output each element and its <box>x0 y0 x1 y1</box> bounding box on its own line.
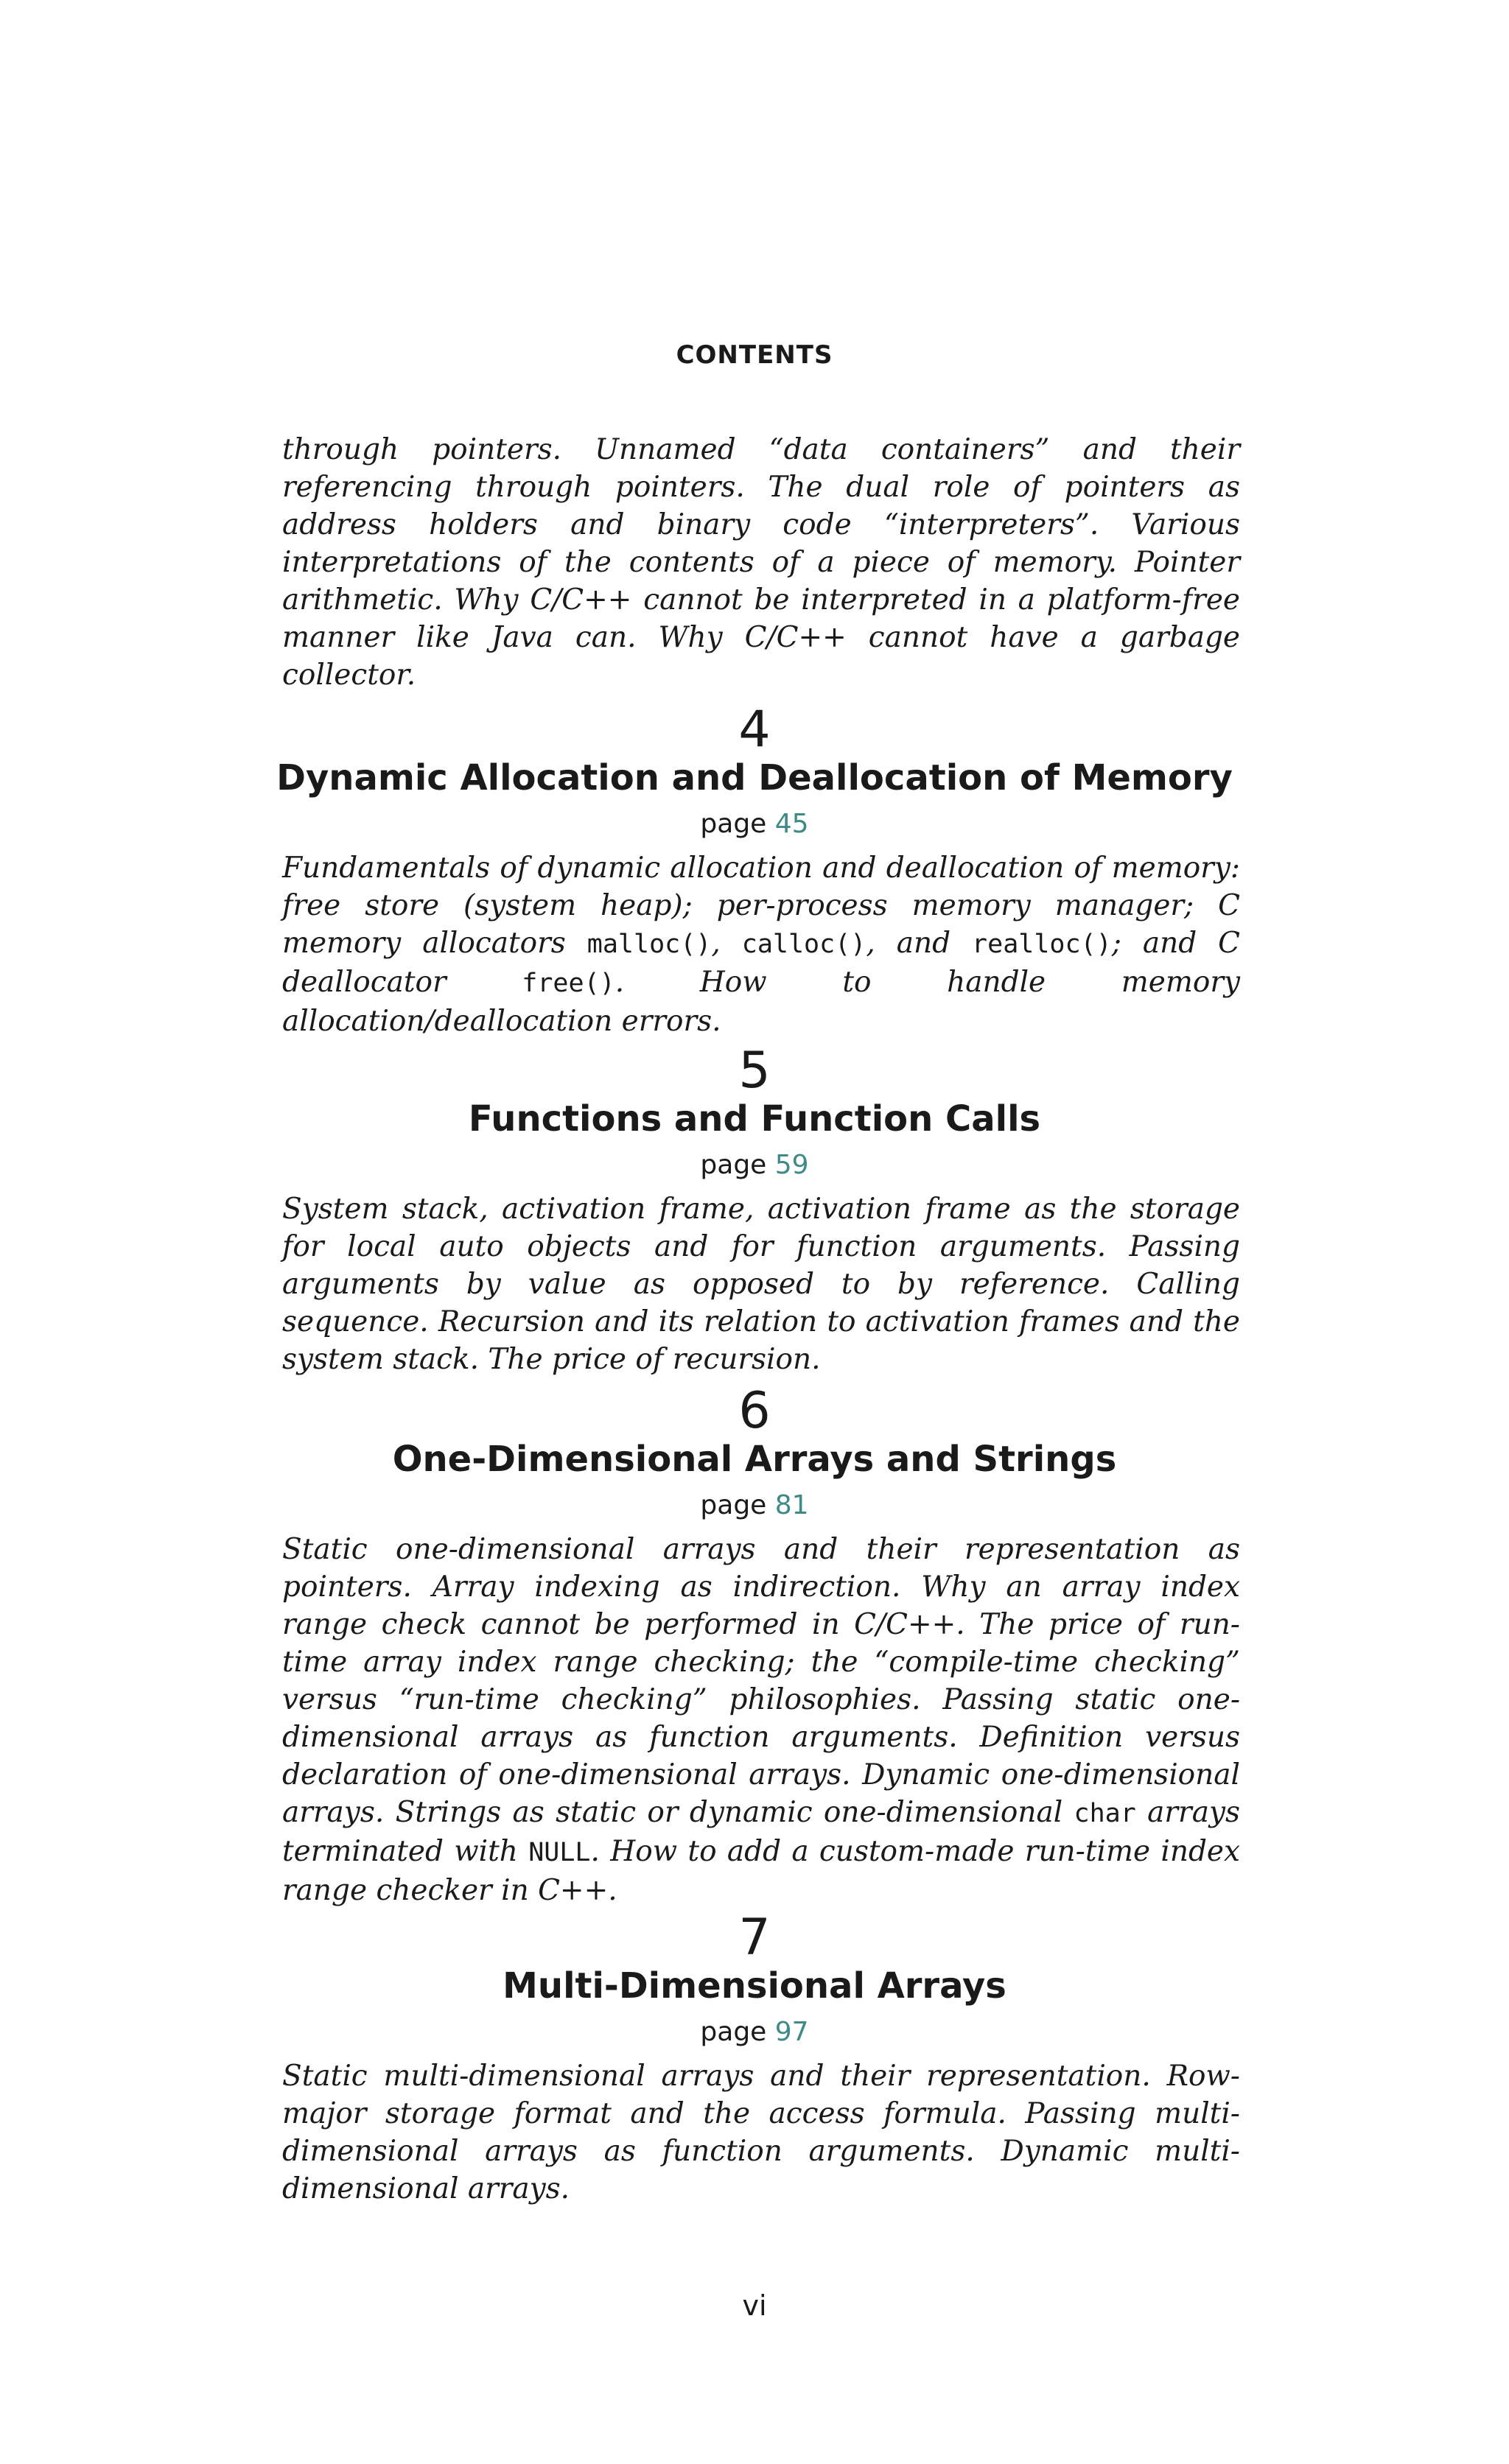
running-head: CONTENTS <box>676 340 833 370</box>
chapter-4-description <box>282 849 1240 1040</box>
chapter-6-title[interactable]: One-Dimensional Arrays and Strings <box>392 1439 1117 1480</box>
chapter-6-page-number[interactable]: 81 <box>774 1490 809 1520</box>
chapter-5-description: System stack, activation frame, activation frame as the storage for local auto objects and for function arguments. Passing arguments by value as opposed to by reference. Calling sequence. Recursion and its relation to activation frames and the system stack. The price of recursion. <box>282 1193 1240 1376</box>
desc-text: ; and C deallocator <box>282 927 1241 999</box>
chapter-7-title[interactable]: Multi-Dimensional Arrays <box>503 1965 1006 2007</box>
desc-text: , <box>711 927 742 960</box>
code-char: char <box>1074 1799 1136 1828</box>
chapter-7-description: Static multi-dimensional arrays and their representation. Row-major storage format and the access formula. Passing multi-dimensional arrays as function arguments. Dynamic multi-dimensional arrays. <box>282 2060 1240 2205</box>
chapter-4-number: 4 <box>738 701 771 759</box>
desc-text: . How to handle memory allocation/deallocation errors. <box>282 966 1240 1038</box>
page-label: page <box>700 809 767 839</box>
code-free: free() <box>522 969 615 998</box>
chapter-3-description-continued: through pointers. Unnamed “data containers” and their referencing through pointers. The dual role of pointers as address holders and binary code “interpreters”. Various interpretations of the contents of a piece of memory. Pointer arithmetic. Why C/C++ cannot be interpreted in a platform-free manner like Java can. Why C/C++ cannot have a garbage collector. <box>282 433 1240 692</box>
page-label: page <box>700 1150 767 1180</box>
chapter-5-number: 5 <box>738 1042 771 1100</box>
desc-text: . How to add a custom-made run-time index range checker in C++. <box>282 1835 1240 1907</box>
chapter-4-title[interactable]: Dynamic Allocation and Deallocation of Memory <box>276 757 1233 798</box>
chapter-4-page-ref <box>0 808 1509 840</box>
desc-text: arrays terminated with <box>282 1796 1240 1868</box>
page-label: page <box>700 2017 767 2047</box>
desc-text: , and <box>866 927 973 960</box>
desc-text: Static one-dimensional arrays and their representation as pointers. Array indexing as indirection. Why an array index range check cannot be performed in C/C++. The price of run-time array index range checking; the “compile-time checking” versus “run-time checking” philosophies. Passing static one-dimensional arrays as function arguments. Definition versus declaration of one-dimensional arrays. Dynamic one-dimensional arrays. Strings as static or dynamic one-dimensional <box>282 1533 1240 1829</box>
chapter-5-title[interactable]: Functions and Function Calls <box>468 1098 1041 1140</box>
code-malloc: malloc() <box>587 930 712 959</box>
page-label: page <box>700 1490 767 1520</box>
chapter-5-page-ref <box>0 1149 1509 1182</box>
chapter-6-number: 6 <box>738 1382 771 1440</box>
chapter-7-number: 7 <box>738 1909 771 1967</box>
chapter-4-page-number[interactable]: 45 <box>774 809 809 839</box>
chapter-6-page-ref <box>0 1489 1509 1522</box>
chapter-7-page-ref <box>0 2016 1509 2049</box>
code-null: NULL <box>528 1838 591 1867</box>
code-calloc: calloc() <box>741 930 866 959</box>
code-realloc: realloc() <box>972 930 1112 959</box>
page-folio: vi <box>742 2289 767 2322</box>
chapter-5-page-number[interactable]: 59 <box>774 1150 809 1180</box>
chapter-7-page-number[interactable]: 97 <box>774 2017 809 2047</box>
chapter-6-description <box>282 1531 1240 1909</box>
desc-text: Fundamentals of dynamic allocation and deallocation of memory: free store (system heap); per-process memory manager; C memory allocators <box>282 852 1240 960</box>
